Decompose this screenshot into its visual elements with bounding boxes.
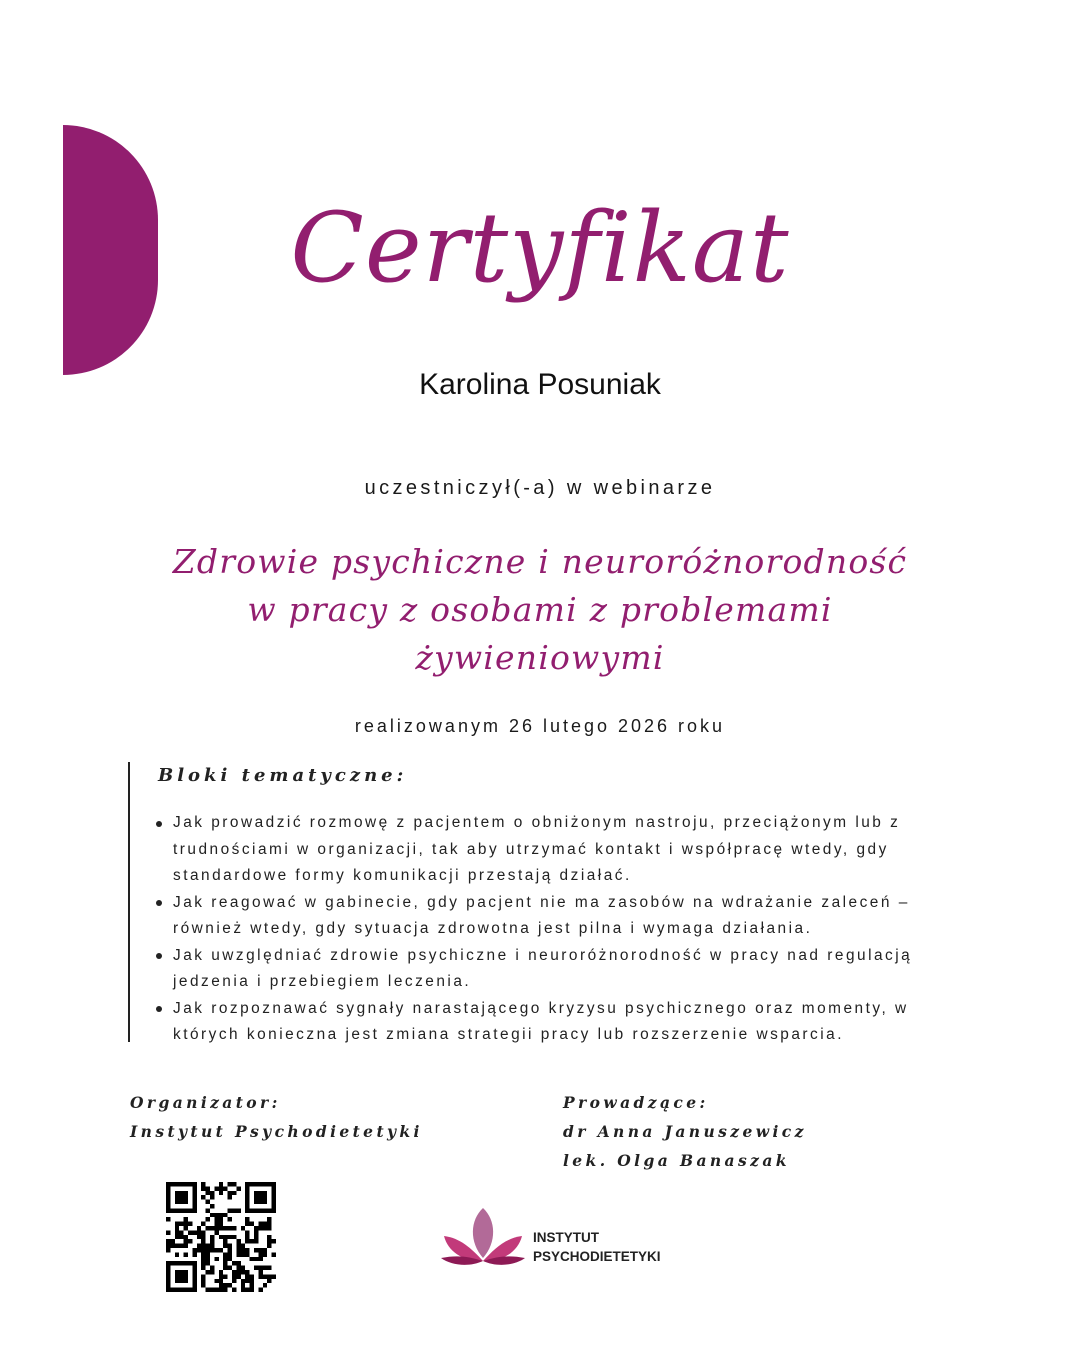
- logo-text: [533, 1228, 661, 1266]
- webinar-date: realizowanym 26 lutego 2026 roku: [354, 716, 726, 736]
- topic-item: Jak prowadzić rozmowę z pacjentem o obniżonym nastroju, przeciążonym lub z trudnościami w organizacji, tak aby utrzymać kontakt i współpracę wtedy, gdy standardowe formy komunikacji przestają działać.: [155, 810, 965, 890]
- participant-name: Karolina Posuniak: [419, 368, 661, 401]
- organizer-name: Instytut Psychodietetyki: [130, 1122, 423, 1141]
- qr-code-icon[interactable]: [166, 1182, 276, 1292]
- topic-item: Jak rozpoznawać sygnały narastającego kryzysu psychicznego oraz momenty, w których konieczna jest zmiana strategii pracy lub rozszerzenie wsparcia.: [155, 996, 965, 1049]
- organizer-block: [130, 1088, 423, 1146]
- webinar-title-line: Zdrowie psychiczne i neuroróżnorodność: [172, 542, 908, 581]
- topics-heading: Bloki tematyczne:: [158, 765, 408, 786]
- webinar-title-line: żywieniowymi: [415, 638, 665, 677]
- lotus-icon: [438, 1206, 528, 1268]
- certificate-title: Certyfikat: [290, 192, 790, 304]
- institute-logo: [438, 1206, 698, 1268]
- participation-text: uczestniczył(-a) w webinarze: [364, 477, 716, 499]
- logo-line: INSTYTUT: [533, 1230, 599, 1245]
- logo-line: PSYCHODIETETYKI: [533, 1249, 661, 1264]
- topic-item: Jak reagować w gabinecie, gdy pacjent nie ma zasobów na wdrażanie zaleceń – również wtedy, gdy sytuacja zdrowotna jest pilna i wymaga działania.: [155, 890, 965, 943]
- topic-item: Jak uwzględniać zdrowie psychiczne i neuroróżnorodność w pracy nad regulacją jedzenia i przebiegiem leczenia.: [155, 943, 965, 996]
- organizer-label: Organizator:: [130, 1093, 281, 1112]
- leaders-block: [563, 1088, 807, 1175]
- webinar-title: [140, 538, 940, 682]
- leader-name: dr Anna Januszewicz: [563, 1122, 807, 1141]
- vertical-divider: [128, 762, 130, 1042]
- leader-name: lek. Olga Banaszak: [563, 1151, 790, 1170]
- leaders-label: Prowadzące:: [563, 1093, 709, 1112]
- topics-list: [155, 810, 965, 1049]
- webinar-title-line: w pracy z osobami z problemami: [247, 590, 833, 629]
